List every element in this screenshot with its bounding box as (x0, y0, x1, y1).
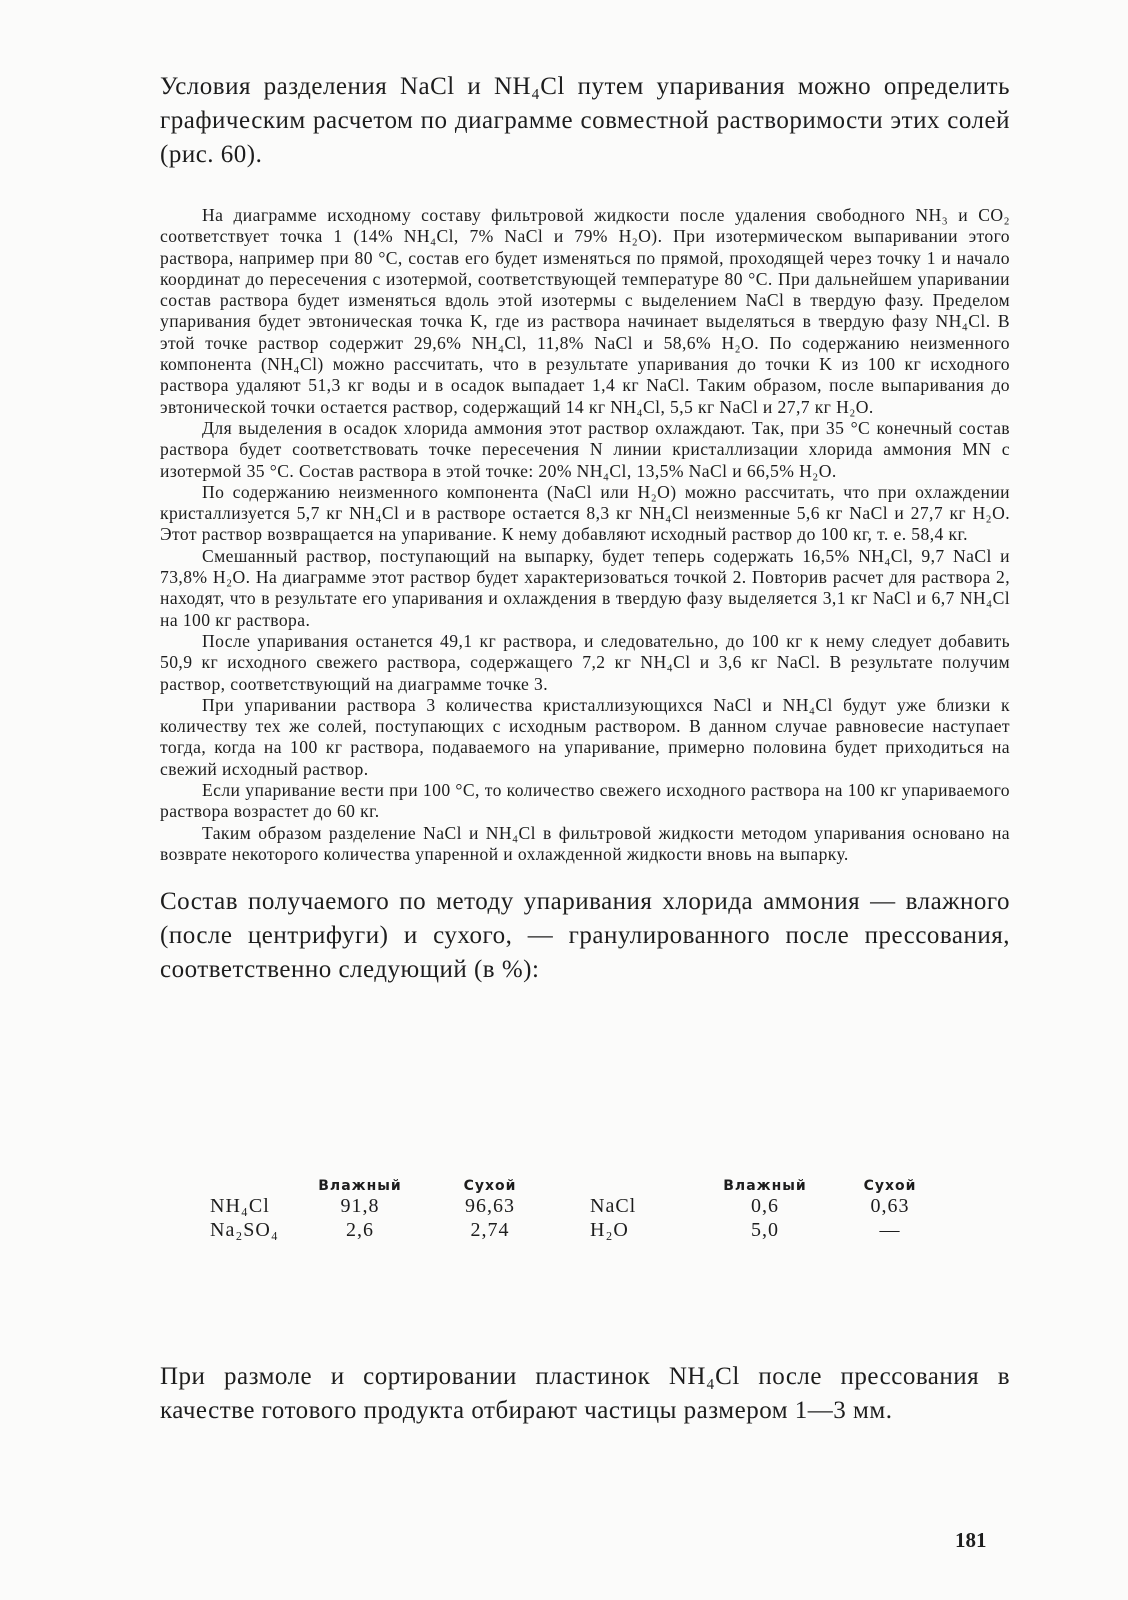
cell-name: Na₂SO₄ (210, 1218, 279, 1241)
paragraph: После упаривания останется 49,1 кг раствора, и следовательно, до 100 кг к нему следует добавить 50,9 кг исходного свежего раствора, содержащего 7,2 кг NH₄Cl и 3,6 кг NaCl. В результате получим раствор, соответствующий на диаграмме точке 3. (160, 630, 1010, 694)
paragraph: На диаграмме исходному составу фильтровой жидкости после удаления свободного NH₃ и CO₂ соответствует точка 1 (14% NH₄Cl, 7% NaCl и 79% H₂O). При изотермическом выпаривании этого раствора, например при 80 °С, состав его будет изменяться по прямой, проходящей через точку 1 и начало координат до пересечения с изотермой, соответствующей температуре 80 °С. При дальнейшем упаривании состав раствора будет изменяться вдоль этой изотермы с выделением NaCl в твердую фазу. Пределом упаривания будет эвтоническая точка K, где из раствора начинает выделяться в твердую фазу NH₄Cl. В этой точке раствор содержит 29,6% NH₄Cl, 11,8% NaCl и 58,6% H₂O. По содержанию неизменного компонента (NH₄Cl) можно рассчитать, что в результате упаривания до точки K из 100 кг исходного раствора удаляют 51,3 кг воды и в осадок выпадает 1,4 кг NaCl. Таким образом, после выпаривания до эвтонической точки остается раствор, содержащий 14 кг NH₄Cl, 5,5 кг NaCl и 27,7 кг H₂O. (160, 205, 1010, 417)
cell-dry: 96,63 (465, 1194, 515, 1217)
intro-paragraph: Условия разделения NaCl и NH₄Cl путем упаривания можно определить графическим расчетом по диаграмме совместной растворимости этих солей (рис. 60). (160, 73, 1010, 168)
paragraph: Смешанный раствор, поступающий на выпарку, будет теперь содержать 16,5% NH₄Cl, 9,7 NaCl и 73,8% H₂O. На диаграмме этот раствор будет характеризоваться точкой 2. Повторив расчет для раствора 2, находят, что в результате его упаривания и охлаждения в твердую фазу выделяется 3,1 кг NaCl и 6,7 NH₄Cl на 100 кг раствора. (160, 545, 1010, 630)
header-dry: Сухой (463, 1178, 517, 1194)
small-text-block (160, 205, 1010, 865)
cell-dry: 0,63 (870, 1194, 910, 1217)
table-row (210, 1194, 950, 1218)
page-body (160, 70, 1010, 987)
page-number: 181 (955, 1528, 987, 1552)
paragraph: Для выделения в осадок хлорида аммония этот раствор охлаждают. Так, при 35 °С конечный состав раствора будет соответствовать точке пересечения N линии кристаллизации хлорида аммония MN с изотермой 35 °С. Состав раствора в этой точке: 20% NH₄Cl, 13,5% NaCl и 66,5% H₂O. (160, 417, 1010, 481)
composition-intro: Состав получаемого по методу упаривания хлорида аммония — влажного (после центрифуги) и сухого, — гранулированного после прессования, соответственно следующий (в %): (160, 888, 1010, 984)
cell-wet: 0,6 (751, 1194, 779, 1217)
cell-wet: 2,6 (346, 1218, 374, 1241)
header-wet: Влажный (723, 1178, 807, 1194)
cell-name: H₂O (590, 1218, 629, 1241)
cell-dry: 2,74 (470, 1218, 510, 1241)
table-header-row (210, 1172, 950, 1194)
paragraph: Таким образом разделение NaCl и NH₄Cl в фильтровой жидкости методом упаривания основано на возврате некоторого количества упаренной и охлажденной жидкости вновь на выпарку. (160, 822, 1010, 864)
paragraph: Если упаривание вести при 100 °С, то количество свежего исходного раствора на 100 кг упариваемого раствора возрастет до 60 кг. (160, 780, 1010, 822)
cell-wet: 5,0 (751, 1218, 779, 1241)
paragraph: При упаривании раствора 3 количества кристаллизующихся NaCl и NH₄Cl будут уже близки к количеству тех же солей, поступающих с исходным раствором. В данном случае равновесие наступает тогда, когда на 100 кг раствора, подаваемого на упаривание, примерно половина будет приходиться на свежий исходный раствор. (160, 694, 1010, 779)
cell-name: NaCl (590, 1194, 637, 1217)
composition-table (210, 1172, 950, 1242)
final-paragraph: При размоле и сортировании пластинок NH₄Cl после прессования в качестве готового продукта отбирают частицы размером 1—3 мм. (160, 1363, 1010, 1424)
cell-dry: — (879, 1218, 901, 1241)
header-dry: Сухой (863, 1178, 917, 1194)
header-wet: Влажный (318, 1178, 402, 1194)
table-row (210, 1218, 950, 1242)
cell-name: NH₄Cl (210, 1194, 270, 1217)
paragraph: По содержанию неизменного компонента (NaCl или H₂O) можно рассчитать, что при охлаждении кристаллизуется 5,7 кг NH₄Cl и в растворе остается 8,3 кг NH₄Cl неизменные 5,6 кг NaCl и 27,7 кг H₂O. Этот раствор возвращается на упаривание. К нему добавляют исходный раствор до 100 кг, т. е. 58,4 кг. (160, 481, 1010, 545)
cell-wet: 91,8 (340, 1194, 380, 1217)
